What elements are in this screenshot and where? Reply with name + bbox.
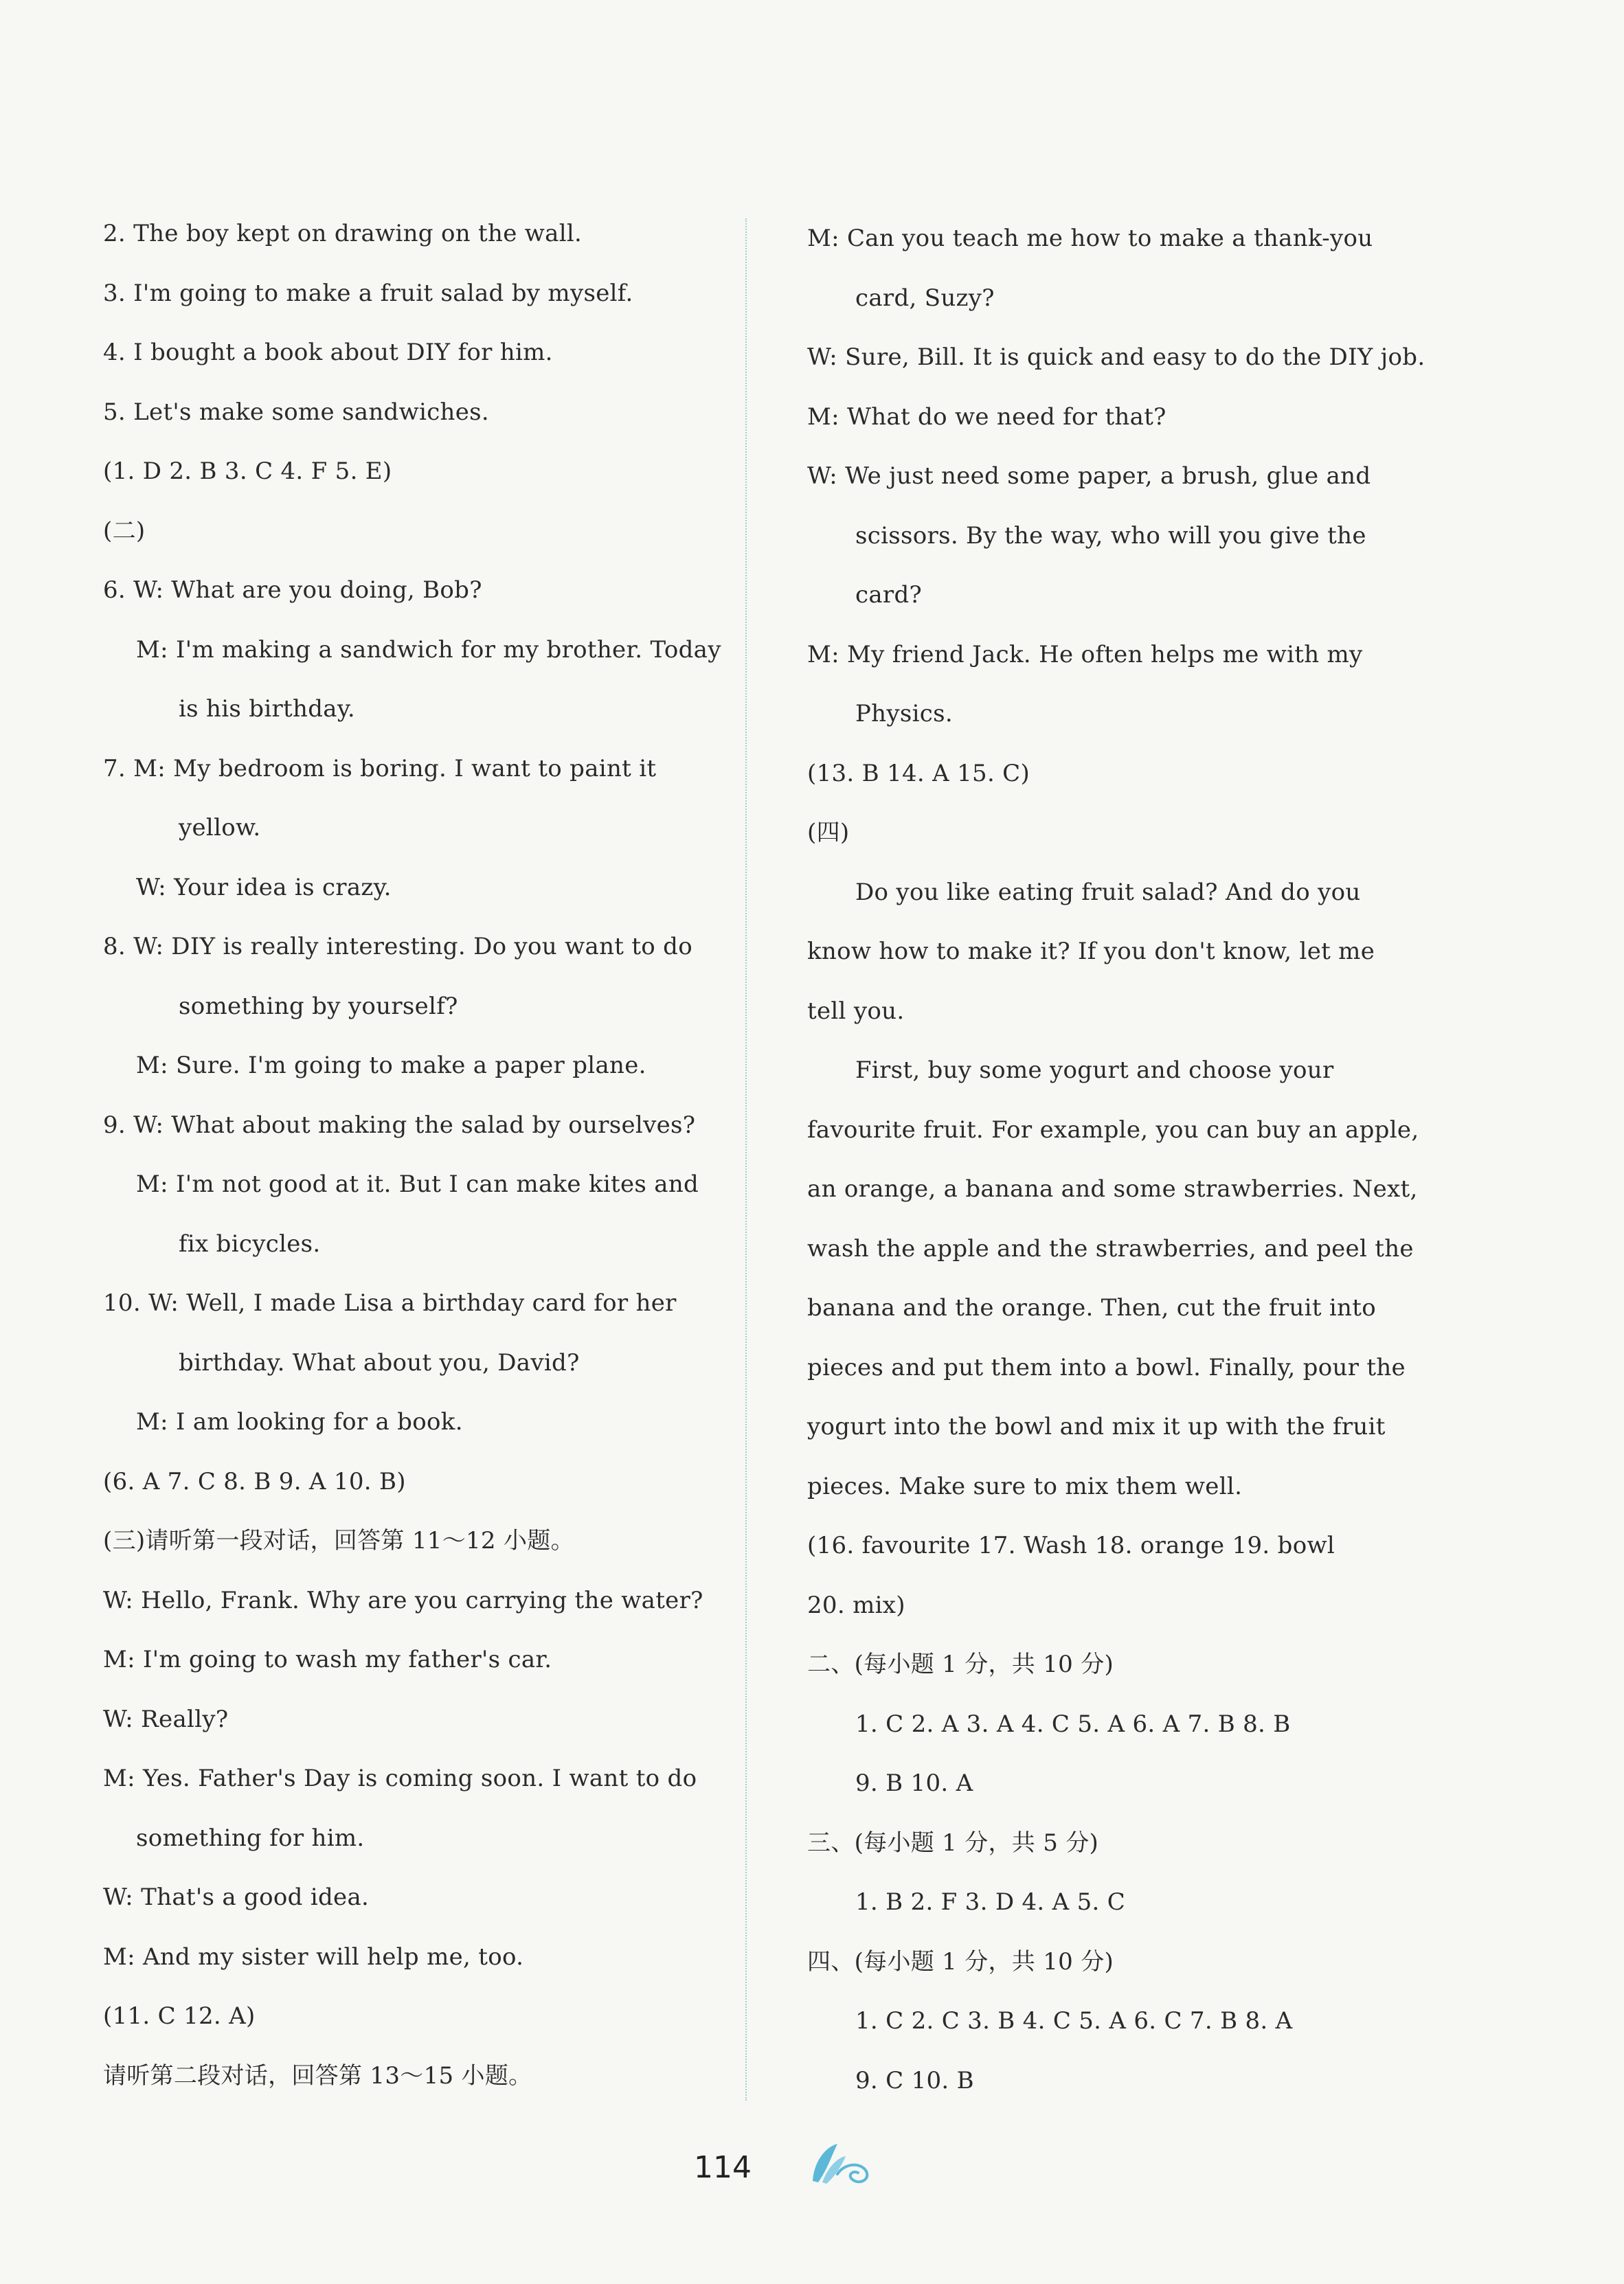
text-line: W: Your idea is crazy. <box>136 873 392 901</box>
text-line: 5. Let's make some sandwiches. <box>103 398 490 426</box>
text-line: 1. C 2. C 3. B 4. C 5. A 6. C 7. B 8. A <box>855 2007 1293 2035</box>
text-line: 1. C 2. A 3. A 4. C 5. A 6. A 7. B 8. B <box>855 1710 1291 1738</box>
text-line: (二) <box>103 517 146 545</box>
text-line: tell you. <box>807 997 905 1025</box>
text-line: (11. C 12. A) <box>103 2002 256 2030</box>
text-line: something for him. <box>136 1824 365 1852</box>
text-line: 4. I bought a book about DIY for him. <box>103 339 553 366</box>
text-line: W: Hello, Frank. Why are you carrying the water? <box>103 1586 703 1614</box>
text-line: (三)请听第一段对话，回答第 11～12 小题。 <box>103 1527 574 1554</box>
text-line: M: I'm going to wash my father's car. <box>103 1646 552 1673</box>
text-line: M: I'm making a sandwich for my brother. Today <box>136 635 721 664</box>
text-line: M: Sure. I'm going to make a paper plane. <box>136 1052 646 1079</box>
text-line: is his birthday. <box>179 695 355 723</box>
text-line: card? <box>855 581 923 609</box>
text-line: 三、(每小题 1 分，共 5 分) <box>807 1829 1099 1857</box>
text-line: W: That's a good idea. <box>103 1884 370 1911</box>
leaf-swirl-logo-icon <box>807 2140 883 2188</box>
text-line: M: I am looking for a book. <box>136 1408 463 1436</box>
text-line: M: Yes. Father's Day is coming soon. I want to do <box>103 1765 697 1792</box>
text-line: 请听第二段对话，回答第 13～15 小题。 <box>103 2061 532 2090</box>
text-line: M: What do we need for that? <box>807 403 1166 431</box>
text-line: banana and the orange. Then, cut the fruit into <box>807 1294 1376 1322</box>
text-line: know how to make it? If you don't know, let me <box>807 938 1375 965</box>
text-line: 20. mix) <box>807 1591 905 1619</box>
text-line: 9. B 10. A <box>855 1769 973 1797</box>
text-line: M: I'm not good at it. But I can make kites and <box>136 1171 699 1198</box>
text-line: 二、(每小题 1 分，共 10 分) <box>807 1651 1114 1678</box>
text-line: scissors. By the way, who will you give the <box>855 521 1366 550</box>
text-line: pieces. Make sure to mix them well. <box>807 1472 1243 1500</box>
text-line: (16. favourite 17. Wash 18. orange 19. bowl <box>807 1532 1335 1559</box>
text-line: 3. I'm going to make a fruit salad by myself. <box>103 279 633 307</box>
text-line: (四) <box>807 819 850 846</box>
text-line: pieces and put them into a bowl. Finally, pour the <box>807 1353 1406 1381</box>
page-number: 114 <box>694 2150 752 2185</box>
text-line: birthday. What about you, David? <box>179 1348 580 1377</box>
text-line: (13. B 14. A 15. C) <box>807 759 1030 787</box>
text-line: 8. W: DIY is really interesting. Do you want to do <box>103 933 693 960</box>
text-line: M: My friend Jack. He often helps me with my <box>807 640 1363 668</box>
text-line: yellow. <box>179 814 261 841</box>
text-line: W: We just need some paper, a brush, glue and <box>807 462 1371 490</box>
text-line: 9. W: What about making the salad by ourselves? <box>103 1111 696 1139</box>
text-line: card, Suzy? <box>855 284 995 312</box>
text-line: First, buy some yogurt and choose your <box>855 1056 1334 1084</box>
text-line: Do you like eating fruit salad? And do you <box>855 878 1361 906</box>
text-line: (1. D 2. B 3. C 4. F 5. E) <box>103 457 392 485</box>
text-line: M: And my sister will help me, too. <box>103 1943 524 1971</box>
text-line: 7. M: My bedroom is boring. I want to paint it <box>103 754 657 782</box>
text-line: 1. B 2. F 3. D 4. A 5. C <box>855 1888 1126 1916</box>
text-line: favourite fruit. For example, you can buy an apple, <box>807 1116 1419 1144</box>
text-line: W: Really? <box>103 1705 229 1733</box>
text-line: 10. W: Well, I made Lisa a birthday card for her <box>103 1289 677 1317</box>
text-line: 2. The boy kept on drawing on the wall. <box>103 220 583 247</box>
text-line: 四、(每小题 1 分，共 10 分) <box>807 1947 1114 1976</box>
text-line: wash the apple and the strawberries, and peel the <box>807 1234 1414 1263</box>
text-line: W: Sure, Bill. It is quick and easy to do the DIY job. <box>807 343 1425 371</box>
text-line: 9. C 10. B <box>855 2066 974 2094</box>
column-divider <box>745 218 747 2101</box>
text-line: Physics. <box>855 700 954 727</box>
text-line: 6. W: What are you doing, Bob? <box>103 576 482 604</box>
text-line: fix bicycles. <box>179 1230 321 1258</box>
text-line: M: Can you teach me how to make a thank-you <box>807 225 1373 252</box>
text-line: yogurt into the bowl and mix it up with the fruit <box>807 1413 1386 1440</box>
text-line: (6. A 7. C 8. B 9. A 10. B) <box>103 1467 406 1495</box>
text-line: an orange, a banana and some strawberries. Next, <box>807 1175 1418 1203</box>
text-line: something by yourself? <box>179 992 458 1020</box>
